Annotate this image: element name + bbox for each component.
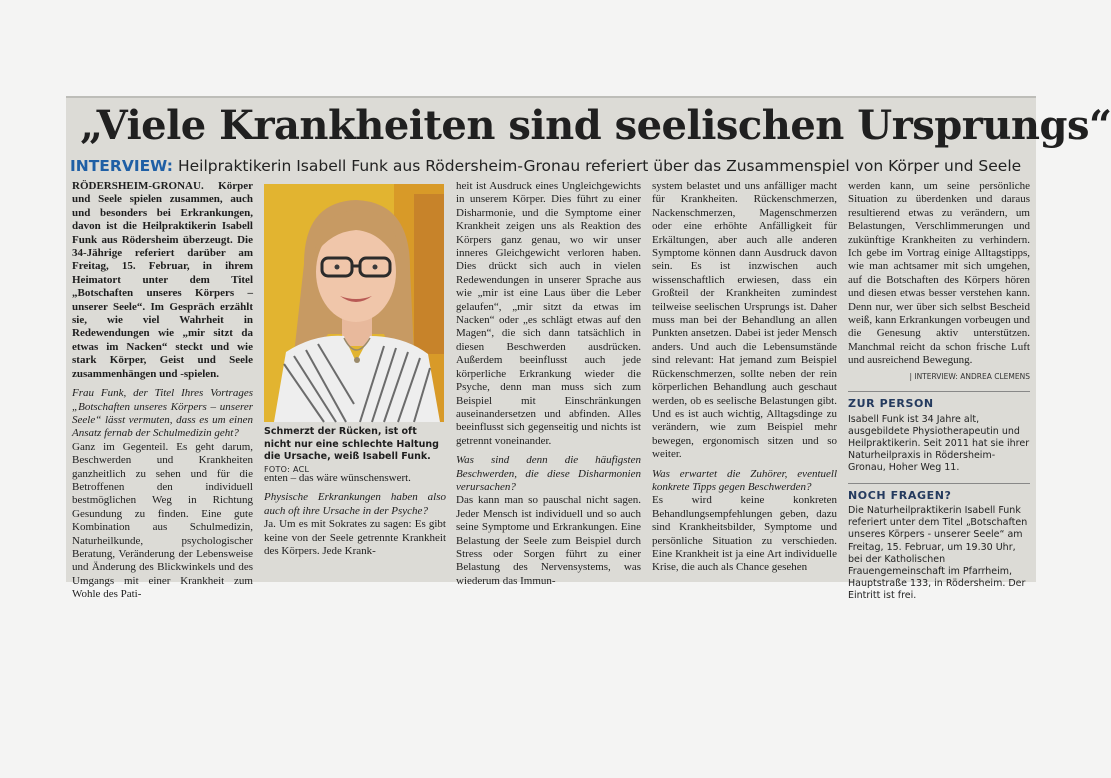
column-3 <box>456 180 641 588</box>
answer-3-continued: system belastet und uns anfälliger macht für Krankheiten. Rückenschmerzen, Nackenschmerzen, Magenschmerzen oder eine erhöhte Anfälligkeit für Erkältungen, aber auch alle anderen Symptome können dann Ausdruck davon sein. Es ist inzwischen auch wissenschaftlich erwiesen, dass ein Großteil der Krankheiten zumindest teilweise seelischen Ursprungs ist. Daher muss man bei der Behandlung an allen Punkten ansetzen. Dabei ist jeder Mensch anders. Und auch die Lebensumstände sind relevant: Hat jemand zum Beispiel Rückenschmerzen, sollte neben der rein körperlichen Behandlung auch geschaut werden, ob es seelische Belastungen gibt. Und es ist auch wichtig, Alltagsdinge zu verändern, wie zum Beispiel mehr bewegen, ergonomisch sitzen und so weiter. <box>652 180 837 461</box>
answer-2: Ja. Um es mit Sokrates zu sagen: Es gibt keine von der Seele getrennte Krankheit des Körpers. Jede Krank- <box>264 518 446 558</box>
info-box-text-person: Isabell Funk ist 34 Jahre alt, ausgebildete Physiotherapeutin und Heilpraktikerin. Seit 2011 hat sie ihrer Naturheilpraxis in Rödersheim-Gronau, Hoher Weg 11. <box>848 413 1030 474</box>
column-5 <box>848 180 1030 603</box>
question-3: Was sind denn die häufigsten Beschwerden, die diese Disharmonien verursachen? <box>456 454 641 493</box>
headline: „Viele Krankheiten sind seelischen Ursprungs“ <box>80 102 1111 149</box>
question-4: Was erwartet die Zuhörer, eventuell konkrete Tipps gegen Beschwerden? <box>652 467 837 493</box>
answer-4-continued: werden kann, um seine persönliche Situation zu überdenken und daraus resultierend etwas zu verändern, um Belastungen, Verschlimmerungen und zukünftige Krankheiten zu verhindern. Ich gebe im Vortrag einige Alltagstipps, wie man achtsamer mit sich umgehen, auf die Botschaften des Körpers hören und diesen etwas besser verstehen kann. Denn nur, wer über sich selbst Bescheid weiß, kann Erkrankungen vorbeugen und die Genesung aktiv unterstützen. Manchmal reicht da schon frische Luft und ausreichend Bewegung. <box>848 180 1030 367</box>
column-1 <box>72 180 253 602</box>
info-box-text-questions: Die Naturheilpraktikerin Isabell Funk referiert unter dem Titel „Botschaften unseres Körpers - unserer Seele“ am Freitag, 15. Februar, um 19.30 Uhr, bei der Katholischen Frauengemeinschaft im Pfarrheim, Hauptstraße 133, in Rödersheim. Der Eintritt ist frei. <box>848 504 1028 602</box>
photo-caption <box>264 426 444 476</box>
subheadline-text: Heilpraktikerin Isabell Funk aus Rödersheim-Gronau referiert über das Zusammenspiel von Körper und Seele <box>173 157 1022 175</box>
photo-credit: FOTO: ACL <box>264 464 310 474</box>
info-box-title-questions: NOCH FRAGEN? <box>848 483 1030 502</box>
subheadline <box>70 156 1030 176</box>
column-2 <box>264 472 446 558</box>
portrait-image <box>264 184 444 422</box>
caption-text: Schmerzt der Rücken, ist oft nicht nur eine schlechte Haltung die Ursache, weiß Isabell Funk. <box>264 426 439 462</box>
lead-paragraph: RÖDERSHEIM-GRONAU. Körper und Seele spielen zusammen, auch und besonders bei Erkrankungen, davon ist die Heilpraktikerin Isabell Funk aus Rödersheim überzeugt. Die 34-Jährige referiert darüber am Freitag, 15. Februar, in ihrem Heimatort unter dem Titel „Botschaften unseres Körpers – unserer Seele“. Im Gespräch erzählt sie, wie viel Wahrheit in Redewendungen wie „mir sitzt da etwas im Nacken“ steckt und wie stark Körper, Geist und Seele zusammenhängen und -spielen. <box>72 180 253 380</box>
info-box-title-person: ZUR PERSON <box>848 391 1030 410</box>
question-1: Frau Funk, der Titel Ihres Vortrages „Botschaften unseres Körpers – unserer Seele“ lässt vermuten, dass es um einen Ansatz fernab der Schulmedizin geht? <box>72 387 253 440</box>
interview-credit: | INTERVIEW: ANDREA CLEMENS <box>909 371 1030 381</box>
kicker-label: INTERVIEW: <box>70 157 174 175</box>
answer-4: Es wird keine konkreten Behandlungsempfehlungen geben, dazu sind Krankheitsbilder, Symptome und persönliche Situation zu verschieden. Eine Krankheit ist ja eine Art individuelle Krise, die auch als Chance gesehen <box>652 494 837 574</box>
newspaper-clipping <box>66 96 1111 602</box>
portrait-photo <box>264 184 444 422</box>
answer-3: Das kann man so pauschal nicht sagen. Jeder Mensch ist individuell und so auch seine Symptome und Erkrankungen. Eine Belastung der Seele zum Beispiel durch Stress oder Sorgen führt zu einer Belastung des Nervensystems, was wiederum das Immun- <box>456 494 641 587</box>
answer-1-continued: enten – das wäre wünschenswert. <box>264 472 411 484</box>
top-rule <box>66 96 1036 98</box>
column-4 <box>652 180 837 575</box>
answer-1: Ganz im Gegenteil. Es geht darum, Beschwerden und Krankheiten ganzheitlich zu sehen und für die Betroffenen den individuell bestmöglichen Weg in Richtung Gesundung zu finden. Eine gute Kombination aus Schulmedizin, Naturheilkunde, psychologischer Beratung, Veränderung der Lebensweise und Änderung des Blickwinkels und des Umgangs mit einer Krankheit zum Wohle des Pati- <box>72 440 253 601</box>
answer-2-continued: heit ist Ausdruck eines Ungleichgewichts in unserem Körper. Dies führt zu einer Disharmonie, und die Symptome einer Krankheit zeigen uns als Reaktion des Körpers ganz genau, wo wir unser inneres Gleichgewicht verloren haben. Dies drückt sich auch in vielen Redewendungen in unserer Sprache aus wie „mir ist eine Laus über die Leber gelaufen“, „mir sitzt da etwas im Nacken“ oder „es schlägt etwas auf den Magen“, die sich dann tatsächlich in diesen Beschwerden ausdrücken. Außerdem beeinflusst auch jede körperliche Erkrankung wieder die Psyche, denn man muss sich zum Beispiel mit Einschränkungen auseinandersetzen und abfinden. Alles beeinflusst sich gegenseitig und nichts ist getrennt voneinander. <box>456 180 641 447</box>
question-2: Physische Erkrankungen haben also auch oft ihre Ursache in der Psyche? <box>264 491 446 517</box>
